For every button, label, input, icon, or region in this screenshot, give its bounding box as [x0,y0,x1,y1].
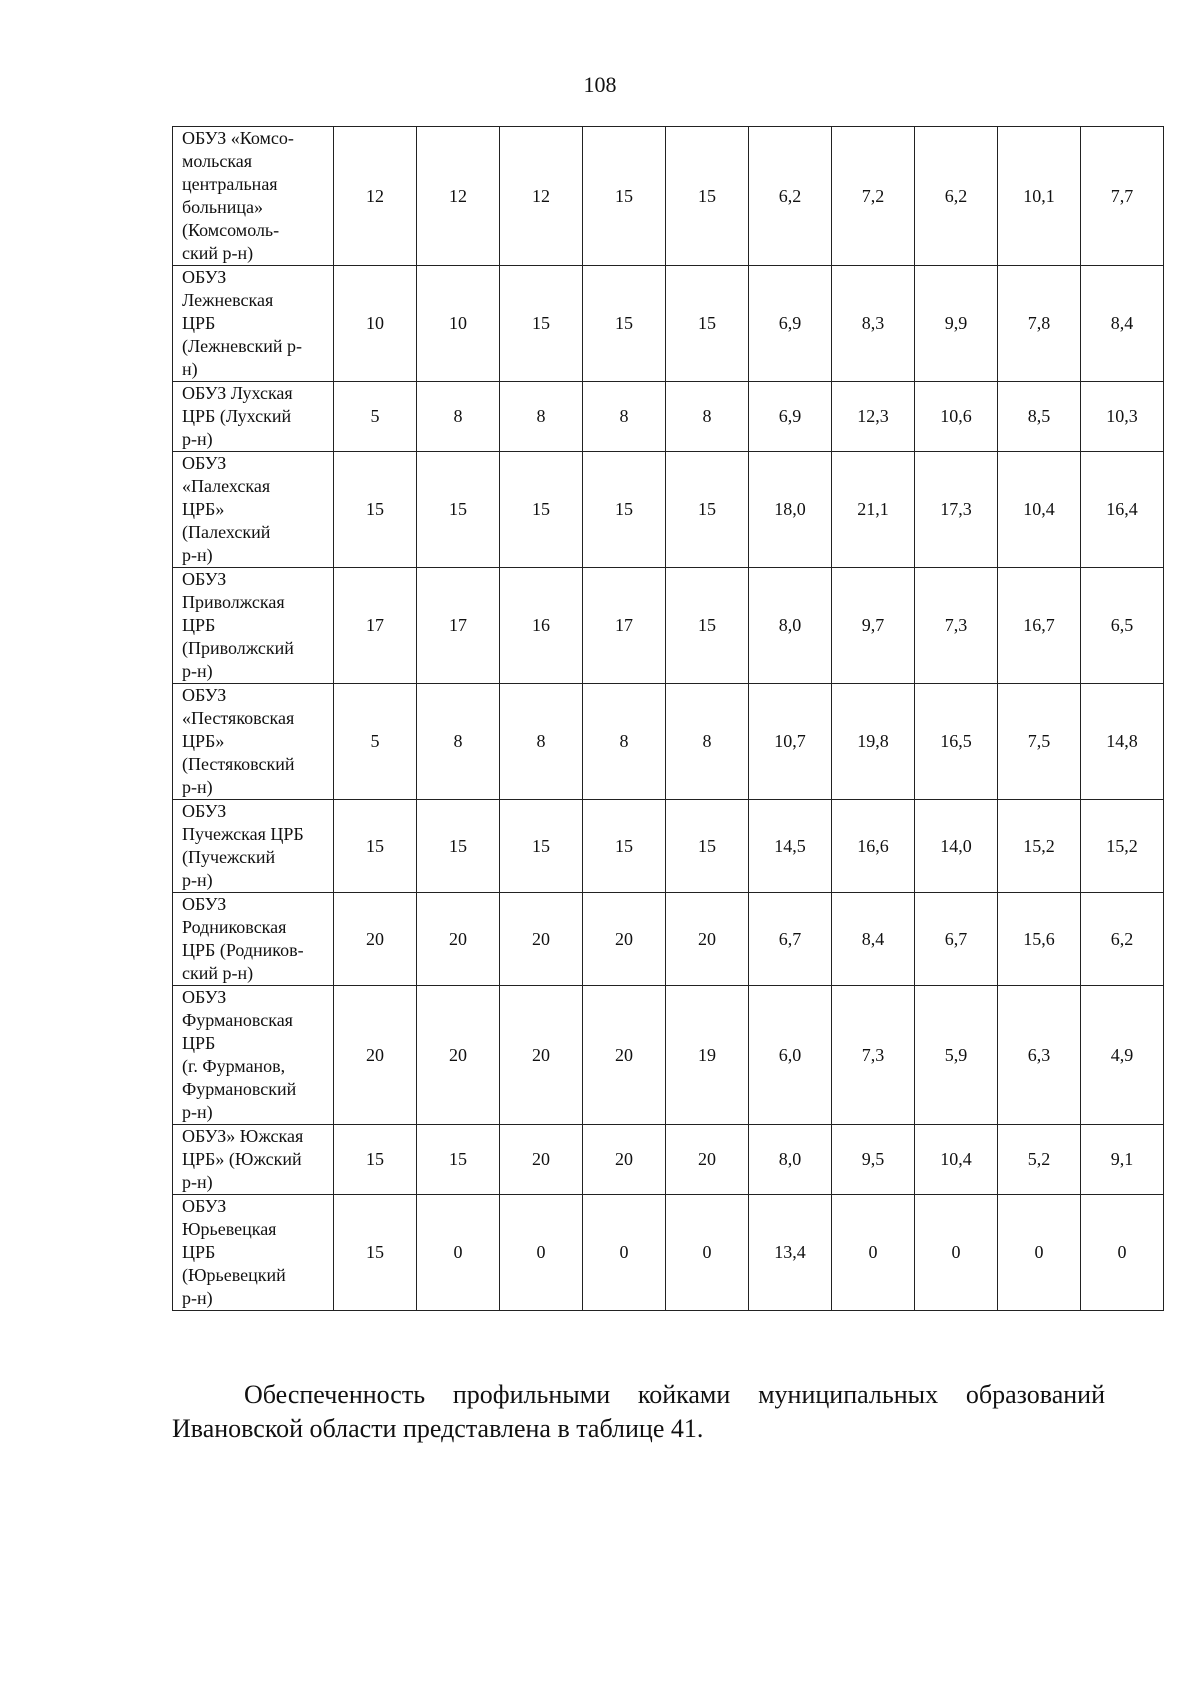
institution-name-cell: ОБУЗ «Палехская ЦРБ» (Палехский р-н) [173,452,334,568]
value-cell: 8 [666,684,749,800]
value-cell: 20 [666,1125,749,1195]
value-cell: 16,7 [998,568,1081,684]
value-cell: 15 [583,127,666,266]
value-cell: 15 [583,452,666,568]
table-row [173,266,1164,382]
institution-name-cell: ОБУЗ «Комсо- мольская центральная больница» (Комсомоль- ский р-н) [173,127,334,266]
value-cell: 9,5 [832,1125,915,1195]
value-cell: 6,2 [1081,893,1164,986]
value-cell: 20 [417,893,500,986]
value-cell: 5,2 [998,1125,1081,1195]
value-cell: 15 [583,266,666,382]
value-cell: 6,9 [749,382,832,452]
value-cell: 20 [583,893,666,986]
table-body [173,127,1164,1311]
table-row [173,986,1164,1125]
value-cell: 15 [666,266,749,382]
value-cell: 14,8 [1081,684,1164,800]
value-cell: 13,4 [749,1195,832,1311]
value-cell: 0 [915,1195,998,1311]
value-cell: 10,1 [998,127,1081,266]
caption-paragraph: Обеспеченность профильными койками муниципальных образований Ивановской области представлена в таблице 41. [172,1380,1105,1443]
table-row [173,800,1164,893]
value-cell: 8,3 [832,266,915,382]
value-cell: 10,4 [915,1125,998,1195]
value-cell: 8 [417,684,500,800]
value-cell: 15 [500,452,583,568]
value-cell: 8 [500,382,583,452]
value-cell: 6,2 [915,127,998,266]
value-cell: 10,4 [998,452,1081,568]
hospital-beds-table [172,126,1164,1311]
value-cell: 20 [583,1125,666,1195]
value-cell: 20 [417,986,500,1125]
institution-name-cell: ОБУЗ Фурмановская ЦРБ (г. Фурманов, Фурмановский р-н) [173,986,334,1125]
value-cell: 6,7 [749,893,832,986]
value-cell: 15,6 [998,893,1081,986]
table-row [173,684,1164,800]
table-row [173,452,1164,568]
table-row [173,1195,1164,1311]
institution-name-cell: ОБУЗ Лухская ЦРБ (Лухский р-н) [173,382,334,452]
value-cell: 14,5 [749,800,832,893]
value-cell: 9,9 [915,266,998,382]
value-cell: 7,3 [832,986,915,1125]
table-row [173,568,1164,684]
value-cell: 19,8 [832,684,915,800]
value-cell: 15 [500,266,583,382]
value-cell: 18,0 [749,452,832,568]
value-cell: 15 [666,127,749,266]
value-cell: 12 [334,127,417,266]
value-cell: 6,7 [915,893,998,986]
institution-name-cell: ОБУЗ Пучежская ЦРБ (Пучежский р-н) [173,800,334,893]
value-cell: 15 [417,800,500,893]
value-cell: 0 [998,1195,1081,1311]
value-cell: 10,7 [749,684,832,800]
value-cell: 4,9 [1081,986,1164,1125]
value-cell: 19 [666,986,749,1125]
institution-name-cell: ОБУЗ Лежневская ЦРБ (Лежневский р- н) [173,266,334,382]
institution-name-cell: ОБУЗ «Пестяковская ЦРБ» (Пестяковский р-н) [173,684,334,800]
value-cell: 8,0 [749,1125,832,1195]
value-cell: 20 [334,986,417,1125]
value-cell: 16 [500,568,583,684]
value-cell: 7,7 [1081,127,1164,266]
value-cell: 17,3 [915,452,998,568]
value-cell: 15 [334,1125,417,1195]
value-cell: 7,5 [998,684,1081,800]
value-cell: 0 [1081,1195,1164,1311]
value-cell: 8 [583,684,666,800]
institution-name-cell: ОБУЗ Юрьевецкая ЦРБ (Юрьевецкий р-н) [173,1195,334,1311]
value-cell: 20 [334,893,417,986]
value-cell: 8 [500,684,583,800]
value-cell: 15 [666,452,749,568]
value-cell: 10 [417,266,500,382]
value-cell: 15 [334,452,417,568]
value-cell: 15 [334,1195,417,1311]
value-cell: 8 [583,382,666,452]
value-cell: 7,2 [832,127,915,266]
value-cell: 15,2 [1081,800,1164,893]
value-cell: 17 [334,568,417,684]
value-cell: 7,3 [915,568,998,684]
value-cell: 20 [500,986,583,1125]
value-cell: 8,0 [749,568,832,684]
value-cell: 15 [334,800,417,893]
value-cell: 10,6 [915,382,998,452]
value-cell: 9,1 [1081,1125,1164,1195]
value-cell: 8,4 [832,893,915,986]
value-cell: 15 [583,800,666,893]
value-cell: 0 [832,1195,915,1311]
table-row [173,127,1164,266]
value-cell: 10 [334,266,417,382]
value-cell: 15 [500,800,583,893]
institution-name-cell: ОБУЗ Родниковская ЦРБ (Родников- ский р-н) [173,893,334,986]
value-cell: 0 [500,1195,583,1311]
value-cell: 8,5 [998,382,1081,452]
value-cell: 14,0 [915,800,998,893]
value-cell: 6,2 [749,127,832,266]
value-cell: 15 [417,1125,500,1195]
table-row [173,1125,1164,1195]
page-number: 108 [583,72,617,97]
value-cell: 12 [500,127,583,266]
value-cell: 20 [583,986,666,1125]
value-cell: 17 [417,568,500,684]
value-cell: 8 [666,382,749,452]
value-cell: 0 [417,1195,500,1311]
value-cell: 16,4 [1081,452,1164,568]
value-cell: 0 [583,1195,666,1311]
value-cell: 17 [583,568,666,684]
value-cell: 15 [666,800,749,893]
value-cell: 7,8 [998,266,1081,382]
value-cell: 9,7 [832,568,915,684]
value-cell: 20 [500,1125,583,1195]
value-cell: 8,4 [1081,266,1164,382]
value-cell: 8 [417,382,500,452]
table-row [173,382,1164,452]
value-cell: 15,2 [998,800,1081,893]
table-row [173,893,1164,986]
value-cell: 5 [334,684,417,800]
institution-name-cell: ОБУЗ» Южская ЦРБ» (Южский р-н) [173,1125,334,1195]
value-cell: 6,0 [749,986,832,1125]
institution-name-cell: ОБУЗ Приволжская ЦРБ (Приволжский р-н) [173,568,334,684]
value-cell: 16,6 [832,800,915,893]
value-cell: 21,1 [832,452,915,568]
value-cell: 20 [500,893,583,986]
value-cell: 15 [417,452,500,568]
value-cell: 5 [334,382,417,452]
value-cell: 16,5 [915,684,998,800]
value-cell: 12,3 [832,382,915,452]
value-cell: 6,5 [1081,568,1164,684]
value-cell: 0 [666,1195,749,1311]
value-cell: 12 [417,127,500,266]
value-cell: 6,3 [998,986,1081,1125]
value-cell: 6,9 [749,266,832,382]
value-cell: 15 [666,568,749,684]
value-cell: 5,9 [915,986,998,1125]
value-cell: 20 [666,893,749,986]
value-cell: 10,3 [1081,382,1164,452]
